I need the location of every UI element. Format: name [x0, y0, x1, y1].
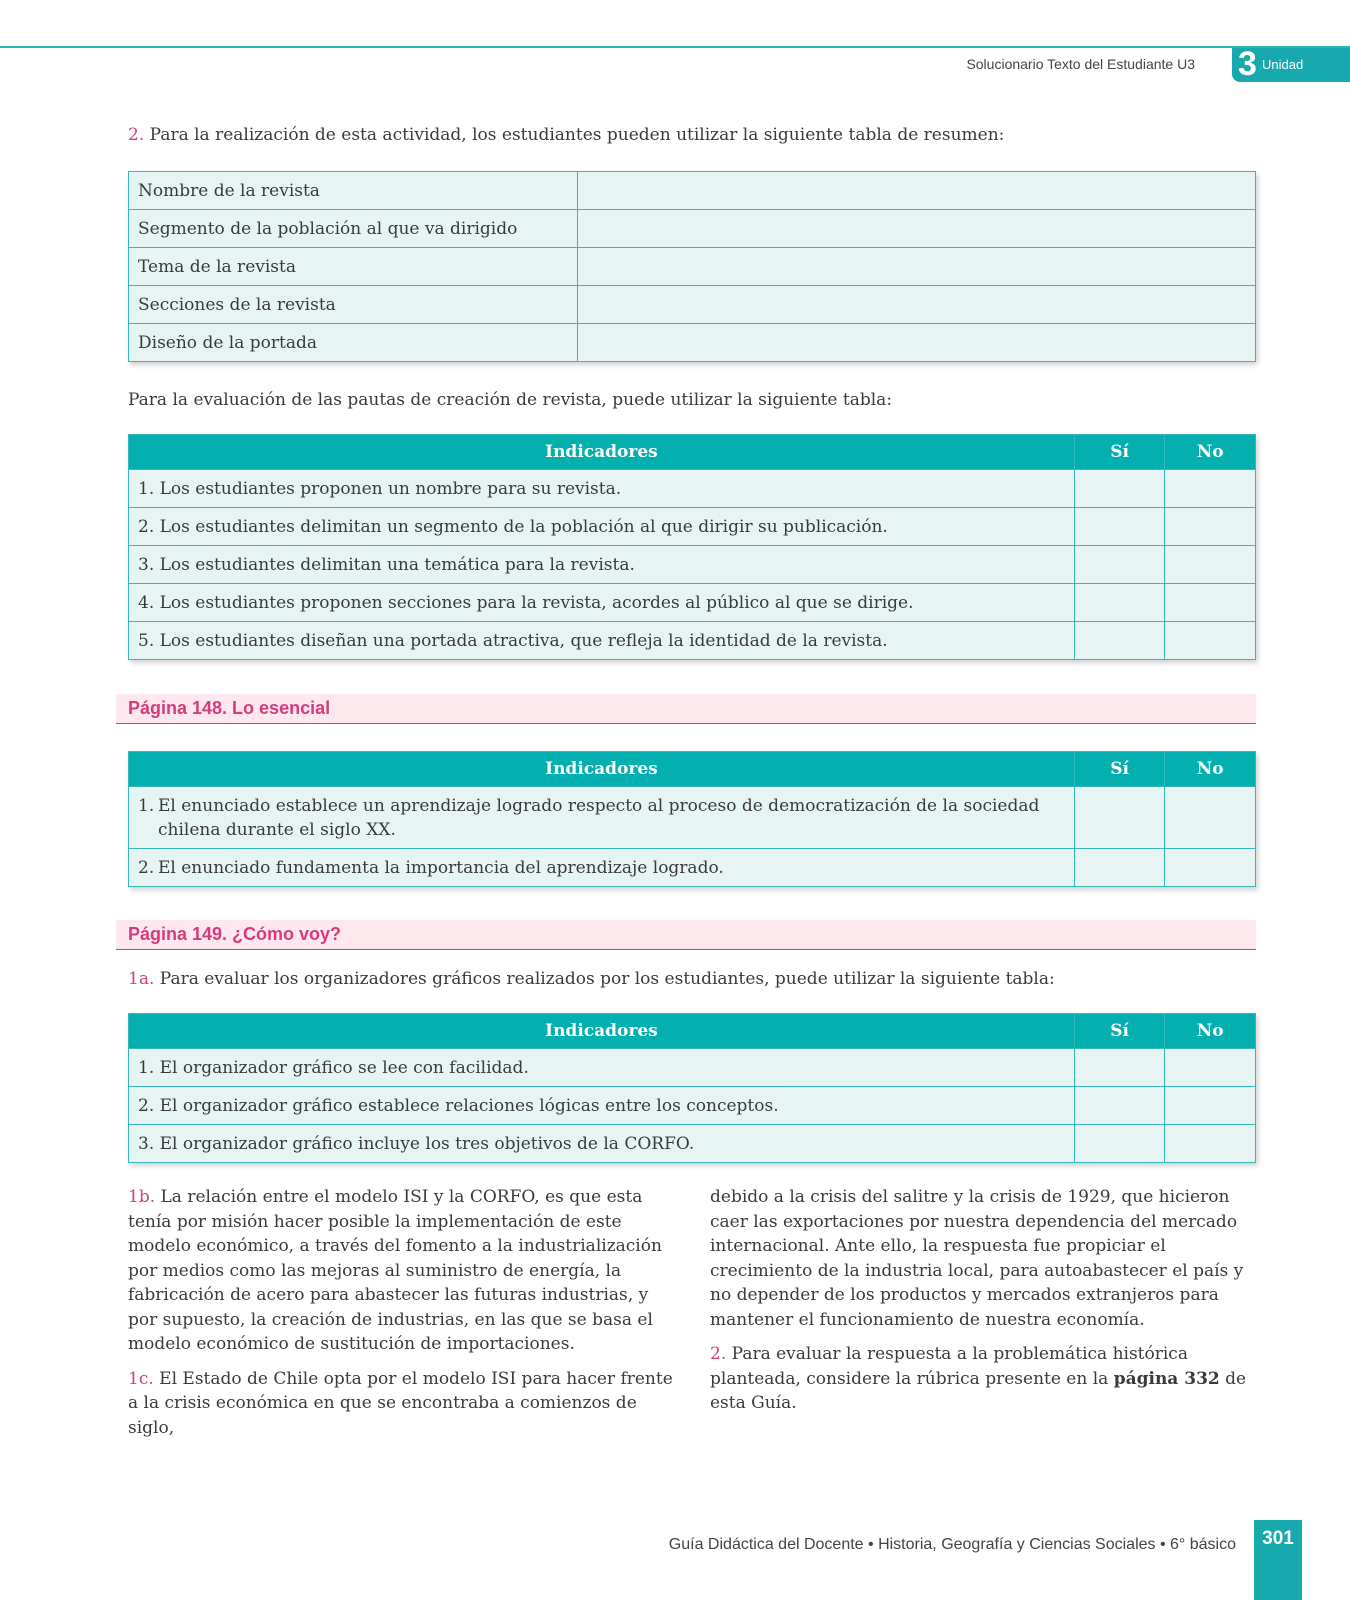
- evaluation-intro: Para la evaluación de las pautas de creación de revista, puede utilizar la siguiente tabla:: [128, 390, 893, 410]
- section-heading-149: Página 149. ¿Cómo voy?: [116, 920, 1256, 950]
- indicator-text: 3. Los estudiantes delimitan una temática para la revista.: [129, 546, 1075, 584]
- no-cell: [1165, 508, 1256, 546]
- answer-2: [710, 1342, 1255, 1416]
- answer-text: La relación entre el modelo ISI y la CORFO, es que esta tenía por misión hacer posible la implementación de este modelo económico, a través del fomento a la industrialización por medios como las mejoras al suministro de energía, la fabricación de acero para abastecer las futuras industrias, y por supuesto, la creación de industrias, en las que se basa el modelo económico de sustitución de importaciones.: [128, 1187, 662, 1354]
- no-header: No: [1165, 435, 1256, 470]
- page-reference: página 332: [1113, 1368, 1220, 1389]
- activity-text: Para la realización de esta actividad, los estudiantes pueden utilizar la siguiente tabla de resumen:: [149, 125, 1005, 145]
- section-heading-148: Página 148. Lo esencial: [116, 694, 1256, 724]
- indicator-cell: [129, 849, 1075, 887]
- unit-label: Unidad: [1262, 57, 1304, 72]
- right-column: [710, 1185, 1255, 1426]
- summary-label: Secciones de la revista: [129, 286, 578, 324]
- summary-cell: [578, 286, 1256, 324]
- answer-text: El Estado de Chile opta por el modelo ISI para hacer frente a la crisis económica en que se encontraba a comienzos de siglo,: [128, 1368, 673, 1438]
- no-cell: [1165, 1125, 1256, 1163]
- table-header-row: [129, 1014, 1256, 1049]
- table-row: [129, 1087, 1256, 1125]
- indicator-text: 3. El organizador gráfico incluye los tres objetivos de la CORFO.: [129, 1125, 1075, 1163]
- question-number: 1c.: [128, 1368, 154, 1389]
- running-header: Solucionario Texto del Estudiante U3: [966, 56, 1195, 72]
- table-row: [129, 1049, 1256, 1087]
- table-row: [129, 546, 1256, 584]
- summary-cell: [578, 324, 1256, 362]
- table-row: [129, 508, 1256, 546]
- indicators-header: Indicadores: [129, 1014, 1075, 1049]
- answer-text: de esta Guía.: [710, 1368, 1247, 1413]
- question-number: 1a.: [128, 969, 155, 989]
- activity-2-paragraph: [128, 123, 1258, 147]
- no-cell: [1165, 787, 1256, 849]
- table-row: [129, 787, 1256, 849]
- yes-header: Sí: [1074, 752, 1165, 787]
- footer-text: Guía Didáctica del Docente • Historia, Geografía y Ciencias Sociales • 6° básico: [668, 1536, 1236, 1553]
- answer-1b: [128, 1185, 673, 1357]
- no-cell: [1165, 1049, 1256, 1087]
- table-row: [129, 248, 1256, 286]
- answer-text: Para evaluar la respuesta a la problemática histórica planteada, considere la rúbrica presente en la: [710, 1344, 1188, 1389]
- question-number: 1b.: [128, 1187, 156, 1207]
- yes-header: Sí: [1074, 1014, 1165, 1049]
- answer-1c: [128, 1367, 673, 1441]
- no-header: No: [1165, 752, 1256, 787]
- answer-1c-continued: debido a la crisis del salitre y la crisis de 1929, que hicieron caer las exportaciones por nuestra dependencia del mercado internacional. Ante ello, la respuesta fue propiciar el crecimiento de la industria local, para autoabastecer el país y no depender de los productos y mercados extranjeros para mantener el funcionamiento de nuestra economía.: [710, 1187, 1244, 1330]
- activity-number: 2.: [128, 125, 145, 145]
- yes-cell: [1074, 1087, 1165, 1125]
- table-row: [129, 324, 1256, 362]
- no-cell: [1165, 546, 1256, 584]
- unit-number: 3: [1238, 45, 1257, 83]
- yes-cell: [1074, 546, 1165, 584]
- page-number: 301: [1262, 1528, 1294, 1549]
- table-row: [129, 210, 1256, 248]
- table-row: [129, 622, 1256, 660]
- indicator-text: El enunciado establece un aprendizaje logrado respecto al proceso de democratización de la sociedad chilena durante el siglo XX.: [158, 795, 1040, 840]
- indicator-number: 2.: [138, 857, 155, 878]
- summary-cell: [578, 172, 1256, 210]
- essential-indicators-table: [128, 751, 1256, 887]
- indicator-cell: [129, 787, 1075, 849]
- organizer-indicators-table: [128, 1013, 1256, 1163]
- question-1a: [128, 967, 1258, 991]
- table-row: [129, 1125, 1256, 1163]
- no-cell: [1165, 584, 1256, 622]
- table-header-row: [129, 435, 1256, 470]
- summary-label: Segmento de la población al que va dirigido: [129, 210, 578, 248]
- table-row: [129, 584, 1256, 622]
- unit-tab: [1232, 45, 1350, 83]
- summary-label: Diseño de la portada: [129, 324, 578, 362]
- indicator-text: 2. Los estudiantes delimitan un segmento de la población al que dirigir su publicación.: [129, 508, 1075, 546]
- yes-cell: [1074, 584, 1165, 622]
- indicator-text: 2. El organizador gráfico establece relaciones lógicas entre los conceptos.: [129, 1087, 1075, 1125]
- indicator-text: El enunciado fundamenta la importancia del aprendizaje logrado.: [158, 857, 724, 878]
- indicator-text: 1. El organizador gráfico se lee con facilidad.: [129, 1049, 1075, 1087]
- indicator-text: 1. Los estudiantes proponen un nombre para su revista.: [129, 470, 1075, 508]
- indicator-text: 5. Los estudiantes diseñan una portada atractiva, que refleja la identidad de la revista.: [129, 622, 1075, 660]
- page-number-tab: [1254, 1520, 1302, 1600]
- yes-cell: [1074, 1049, 1165, 1087]
- no-header: No: [1165, 1014, 1256, 1049]
- summary-label: Tema de la revista: [129, 248, 578, 286]
- table-row: [129, 172, 1256, 210]
- summary-cell: [578, 248, 1256, 286]
- summary-cell: [578, 210, 1256, 248]
- left-column: [128, 1185, 673, 1450]
- yes-cell: [1074, 622, 1165, 660]
- no-cell: [1165, 1087, 1256, 1125]
- question-number: 2.: [710, 1344, 727, 1364]
- magazine-indicators-table: [128, 434, 1256, 660]
- indicators-header: Indicadores: [129, 752, 1075, 787]
- table-row: [129, 286, 1256, 324]
- indicators-header: Indicadores: [129, 435, 1075, 470]
- table-row: [129, 849, 1256, 887]
- question-text: Para evaluar los organizadores gráficos realizados por los estudiantes, puede utilizar la siguiente tabla:: [159, 969, 1055, 989]
- yes-cell: [1074, 470, 1165, 508]
- indicator-number: 1.: [138, 795, 155, 816]
- summary-label: Nombre de la revista: [129, 172, 578, 210]
- yes-cell: [1074, 849, 1165, 887]
- no-cell: [1165, 470, 1256, 508]
- yes-header: Sí: [1074, 435, 1165, 470]
- no-cell: [1165, 849, 1256, 887]
- table-row: [129, 470, 1256, 508]
- no-cell: [1165, 622, 1256, 660]
- table-header-row: [129, 752, 1256, 787]
- yes-cell: [1074, 787, 1165, 849]
- yes-cell: [1074, 508, 1165, 546]
- indicator-text: 4. Los estudiantes proponen secciones para la revista, acordes al público al que se dirige.: [129, 584, 1075, 622]
- yes-cell: [1074, 1125, 1165, 1163]
- header-rule: [0, 46, 1350, 48]
- summary-table: [128, 171, 1256, 362]
